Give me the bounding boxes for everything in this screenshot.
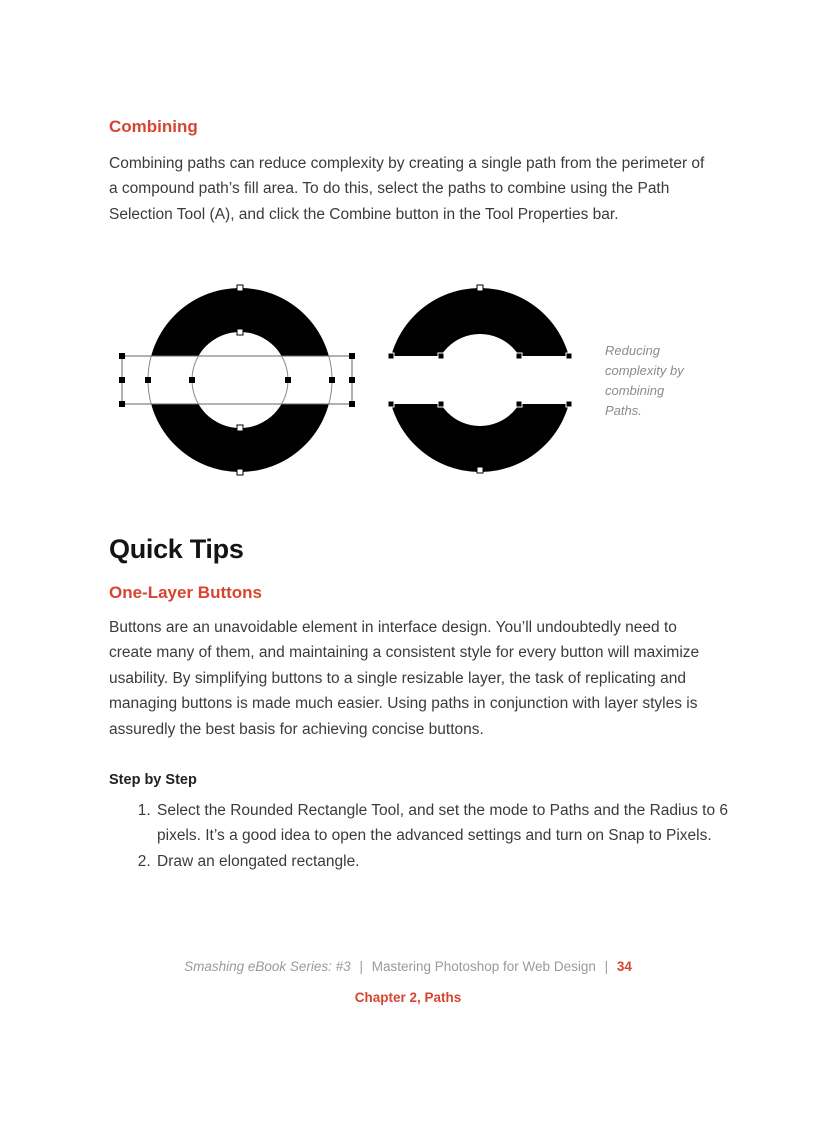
footer-page-number: 34 [616,959,632,974]
combining-paragraph: Combining paths can reduce complexity by creating a single path from the perimeter of a compound path’s fill area. To do this, select the paths to combine using the Path Selection Tool (A), and click the Combine button in the Tool Properties bar. [109,155,705,223]
footer-separator-2: | [604,959,609,974]
subheading-one-layer-buttons: One-Layer Buttons [109,583,263,602]
combine-before-shape [119,285,355,475]
footer-chapter-label: Chapter 2, Paths [354,990,462,1005]
footer-series-title: Smashing eBook Series: #3 [184,959,351,974]
step-item-2: 2. Draw an elongated rectangle. [155,849,745,874]
section-heading-quick-tips: Quick Tips [109,534,244,564]
step-item-1: 1. Select the Rounded Rectangle Tool, and set the mode to Paths and the Radius to 6 pixels. It’s a good idea to open the advanced settings and turn on Snap to Pixels. [155,798,745,849]
footer-separator-1: | [359,959,363,974]
footer-line [0,959,816,974]
figure-combining-paths [100,278,580,478]
section-heading-combining: Combining [109,117,198,136]
steps-heading: Step by Step [109,772,197,788]
combine-after-shape [384,285,576,473]
one-layer-buttons-paragraph: Buttons are an unavoidable element in interface design. You’ll undoubtedly need to create many of them, and maintaining a consistent style for every button will maximize usability. By simplifying buttons to a single resizable layer, the task of replicating and managing buttons is made much easier. Using paths in conjunction with layer styles is assuredly the best basis for achieving concise buttons. [109,619,700,738]
figure-caption: Reducing complexity by combining Paths. [605,343,684,418]
footer-book-title: Mastering Photoshop for Web Design [371,959,596,974]
steps-list [109,798,745,874]
